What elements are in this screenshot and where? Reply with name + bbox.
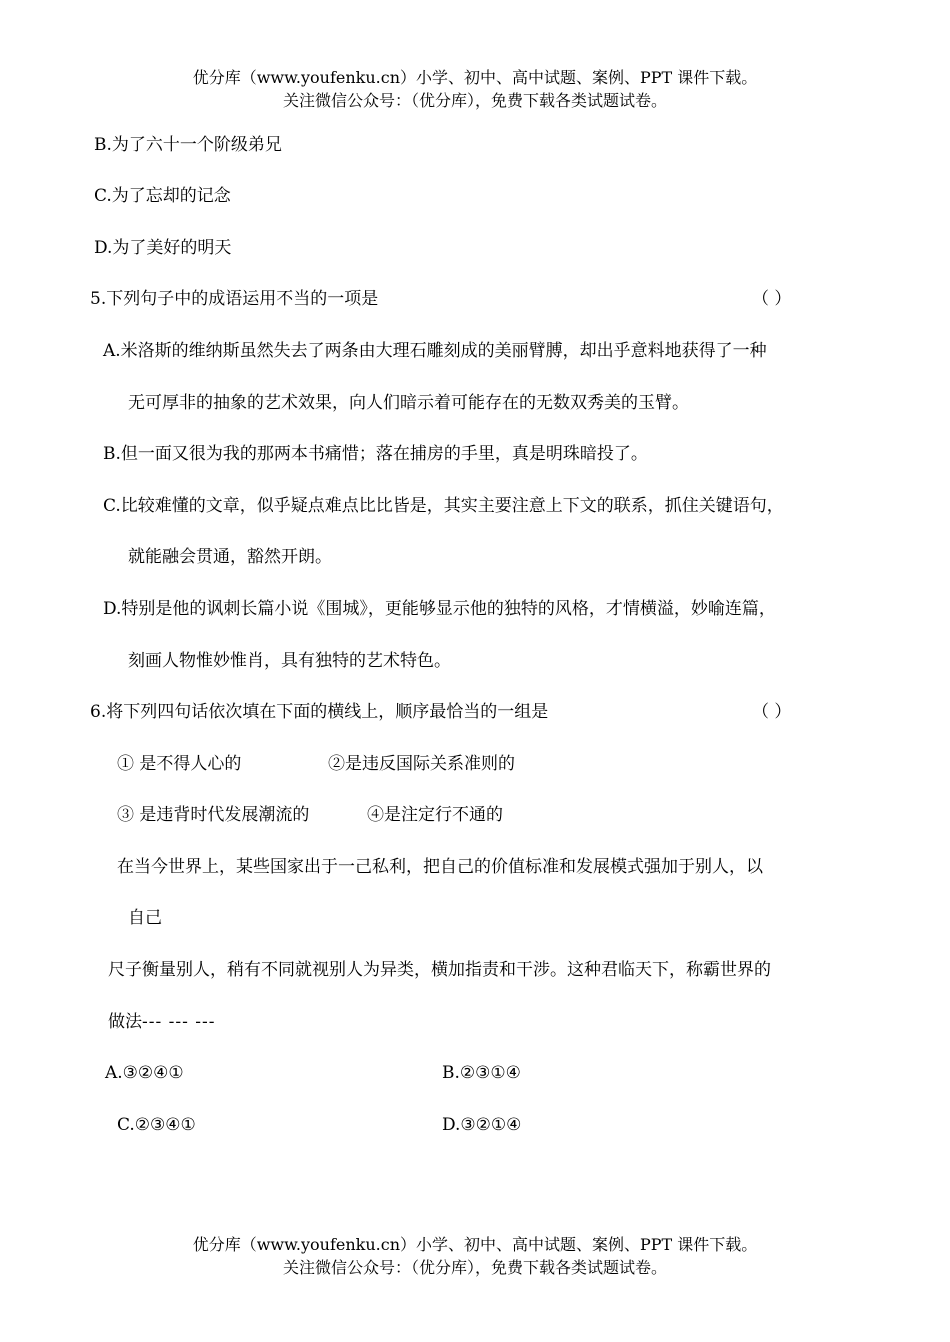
q6-option-a: A.③②④①: [105, 1063, 184, 1083]
option-c: C.为了忘却的记念: [94, 186, 231, 206]
q6-passage-line1: 在当今世界上，某些国家出于一己私利，把自己的价值标准和发展模式强加于别人，以: [117, 857, 763, 877]
q6-sentence-3: ③ 是违背时代发展潮流的: [117, 805, 310, 825]
footer-line-1: 优分库（www.youfenku.cn）小学、初中、高中试题、案例、PPT 课件下载。: [192, 1235, 758, 1254]
q6-passage-line3: 尺子衡量别人，稍有不同就视别人为异类，横加指责和干涉。这种君临天下，称霸世界的: [108, 960, 771, 980]
q6-sentence-2: ②是违反国际关系准则的: [328, 754, 515, 774]
q5-answer-paren: （ ）: [752, 289, 792, 309]
q6-stem: 6.将下列四句话依次填在下面的横线上，顺序最恰当的一组是: [90, 702, 549, 722]
q5-option-a-line2: 无可厚非的抽象的艺术效果，向人们暗示着可能存在的无数双秀美的玉臂。: [128, 393, 689, 413]
q5-option-d-line2: 刻画人物惟妙惟肖，具有独特的艺术特色。: [128, 651, 451, 671]
header-line-1: 优分库（www.youfenku.cn）小学、初中、高中试题、案例、PPT 课件下载。: [192, 68, 758, 87]
q6-answer-paren: （ ）: [752, 702, 792, 722]
q6-passage-line4: [108, 1011, 216, 1033]
q5-option-a-line1: A.米洛斯的维纳斯虽然失去了两条由大理石雕刻成的美丽臂膊，却出乎意料地获得了一种: [103, 341, 767, 361]
q5-option-d-line1: D.特别是他的讽刺长篇小说《围城》，更能够显示他的独特的风格，才情横溢，妙喻连篇，: [103, 599, 776, 619]
q6-sentence-1: ① 是不得人心的: [117, 754, 242, 774]
header-line-2: 关注微信公众号：（优分库），免费下载各类试题试卷。: [282, 91, 667, 110]
option-d: D.为了美好的明天: [94, 238, 232, 258]
q5-option-c-line2: 就能融会贯通，豁然开朗。: [128, 547, 332, 567]
q6-passage-end: 做法: [108, 1012, 142, 1032]
q5-option-b: B.但一面又很为我的那两本书痛惜；落在捕房的手里，真是明珠暗投了。: [103, 444, 648, 464]
option-b: B.为了六十一个阶级弟兄: [94, 135, 282, 155]
q6-passage-line2: 自己: [128, 908, 162, 928]
q6-option-c: C.②③④①: [117, 1115, 196, 1135]
q6-option-d: D.③②①④: [442, 1115, 522, 1135]
q6-option-b: B.②③①④: [442, 1063, 521, 1083]
q5-option-c-line1: C.比较难懂的文章，似乎疑点难点比比皆是，其实主要注意上下文的联系，抓住关键语句，: [103, 496, 784, 516]
q6-sentence-4: ④是注定行不通的: [367, 805, 503, 825]
q5-stem: 5.下列句子中的成语运用不当的一项是: [90, 289, 379, 309]
footer-line-2: 关注微信公众号：（优分库），免费下载各类试题试卷。: [282, 1258, 667, 1277]
q6-fill-blank: --- --- ---: [142, 1012, 216, 1032]
